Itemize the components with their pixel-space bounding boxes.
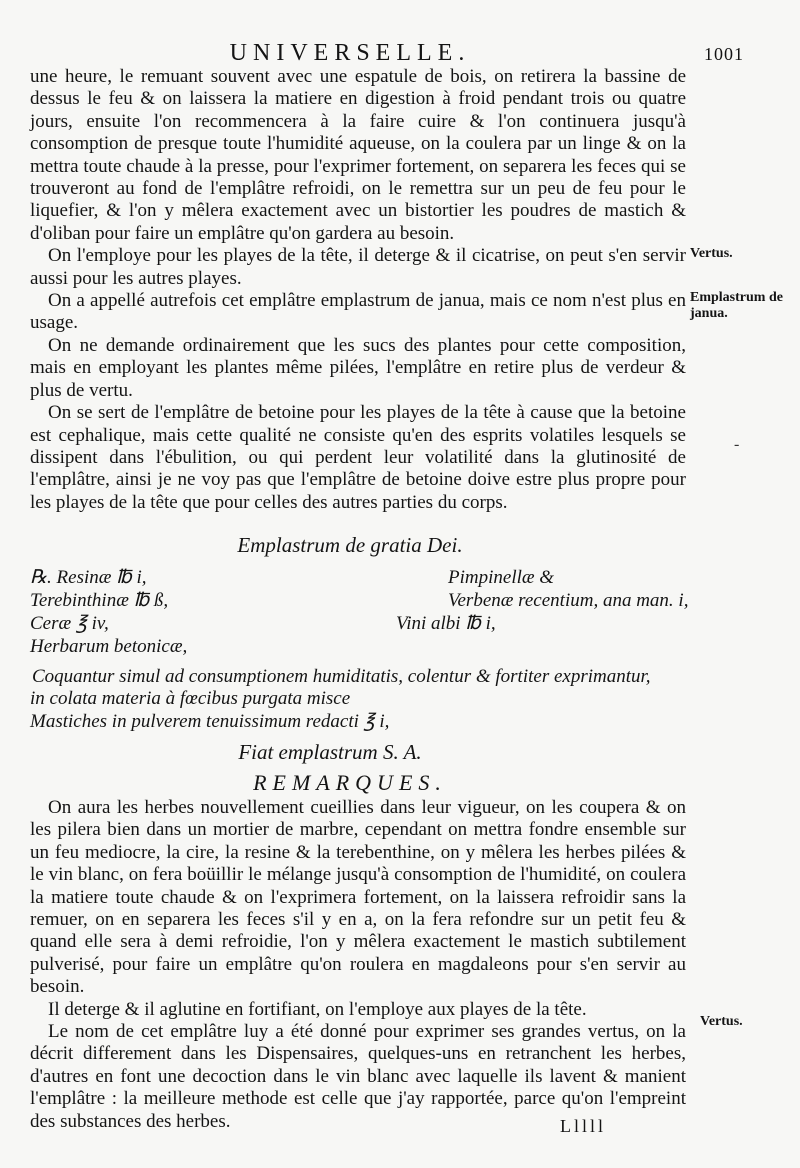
fiat-line: Fiat emplastrum S. A.: [238, 740, 422, 764]
instruction-line: Coquantur simul ad consumptionem humiditatis, colentur & fortiter exprimantur,: [32, 666, 651, 687]
signature-mark: Lllll: [560, 1116, 606, 1136]
ingredient-right: Verbenæ recentium, ana man. i,: [448, 590, 689, 611]
body-text-top: [30, 66, 686, 514]
ingredient-right: Pimpinellæ &: [448, 567, 555, 588]
page-number: 1001: [704, 44, 744, 64]
ingredient-left: Terebinthinæ ℔ ß,: [30, 590, 169, 611]
paragraph: On l'employe pour les playes de la tête, il deterge & il cicatrise, on peut s'en servir aussi pour les autres playes.: [30, 245, 686, 289]
ingredient-left: ℞. Resinæ ℔ i,: [30, 567, 147, 588]
paragraph: Le nom de cet emplâtre luy a été donné pour exprimer ses grandes vertus, on la décrit differement dans les Dispensaires, quelques-uns en retranchent les herbes, d'autres en font une decoction dans le vin blanc avec laquelle ils lavent & manient l'emplâtre : la meilleure methode est celle que j'ay rapportée, parce qu'on l'empreint des substances des herbes.: [30, 1021, 686, 1132]
running-title: UNIVERSELLE.: [229, 40, 471, 66]
remarques-heading: REMARQUES.: [253, 770, 447, 795]
paragraph: On a appellé autrefois cet emplâtre emplastrum de janua, mais ce nom n'est plus en usage.: [30, 290, 686, 334]
ingredient-right: Vini albi ℔ i,: [396, 613, 496, 634]
ingredient-left: Herbarum betonicæ,: [30, 636, 188, 657]
margin-note-vertus: Vertus.: [700, 1014, 743, 1029]
ingredient-left: Ceræ ℥ iv,: [30, 613, 109, 634]
paragraph: On aura les herbes nouvellement cueillies dans leur vigueur, on les coupera & on les pilera bien dans un mortier de marbre, cependant on mettra fondre ensemble sur un feu mediocre, la cire, la resine & la terebenthine, on y mêlera les herbes pilées & le vin blanc, on fera boüillir le mélange jusqu'à consomption de l'humidité, on coulera la matiere toute chaude & on l'exprimera fortement, on la laissera refroidir sans la remuer, on en separera les feces s'il y en a, on la fera refondre sur un petit feu & quand elle sera à demi refroidie, l'on y mêlera exactement le mastich subtilement pulverisé, pour faire un emplâtre qu'on roulera en magdaleons pour s'en servir au besoin.: [30, 797, 686, 998]
paragraph: une heure, le remuant souvent avec une espatule de bois, on retirera la bassine de dessus le feu & on laissera la matiere en digestion à froid pendant trois ou quatre jours, ensuite l'on recommencera à la faire cuire & l'on continuera jusqu'à consomption de presque toute l'humidité aqueuse, on la coulera par un linge & on la mettra toute chaude à la presse, pour l'exprimer fortement, on separera les feces qui se trouveront au fond de l'emplâtre refroidi, on le remettra sur un peu de feu pour le liquefier, & l'on y mêlera exactement avec un bistortier les poudres de mastich & d'oliban pour faire un emplâtre qu'on gardera au besoin.: [30, 66, 686, 244]
ingredients-list: [30, 566, 690, 666]
paragraph: On se sert de l'emplâtre de betoine pour les playes de la tête à cause que la betoine est cephalique, mais cette qualité ne consiste qu'en des esprits volatiles lesquels se dissipent dans l'ébulition, ou qui perdent leur volatilité dans la glutinosité de l'emplâtre, ainsi je ne voy pas que l'emplâtre de betoine doive estre plus propre pour les playes de la tête que pour celles des autres parties du corps.: [30, 402, 686, 513]
body-text-bottom: [30, 797, 686, 1133]
preparation-instructions: [30, 666, 686, 733]
paragraph: On ne demande ordinairement que les sucs des plantes pour cette composition, mais en employant les plantes même pilées, l'emplâtre en retire plus de verdeur & plus de vertu.: [30, 334, 686, 401]
margin-mark: -: [734, 436, 740, 453]
paragraph: Il deterge & il aglutine en fortifiant, on l'employe aux playes de la tête.: [48, 998, 587, 1020]
margin-note-vertus: Vertus.: [690, 246, 733, 261]
instruction-line: Mastiches in pulverem tenuissimum redacti ℥ i,: [30, 710, 390, 732]
instruction-line: in colata materia à fœcibus purgata misce: [30, 688, 351, 710]
recipe-title: Emplastrum de gratia Dei.: [237, 533, 463, 557]
margin-note-emplastrum-de-janua: Emplastrum de janua.: [690, 290, 783, 321]
